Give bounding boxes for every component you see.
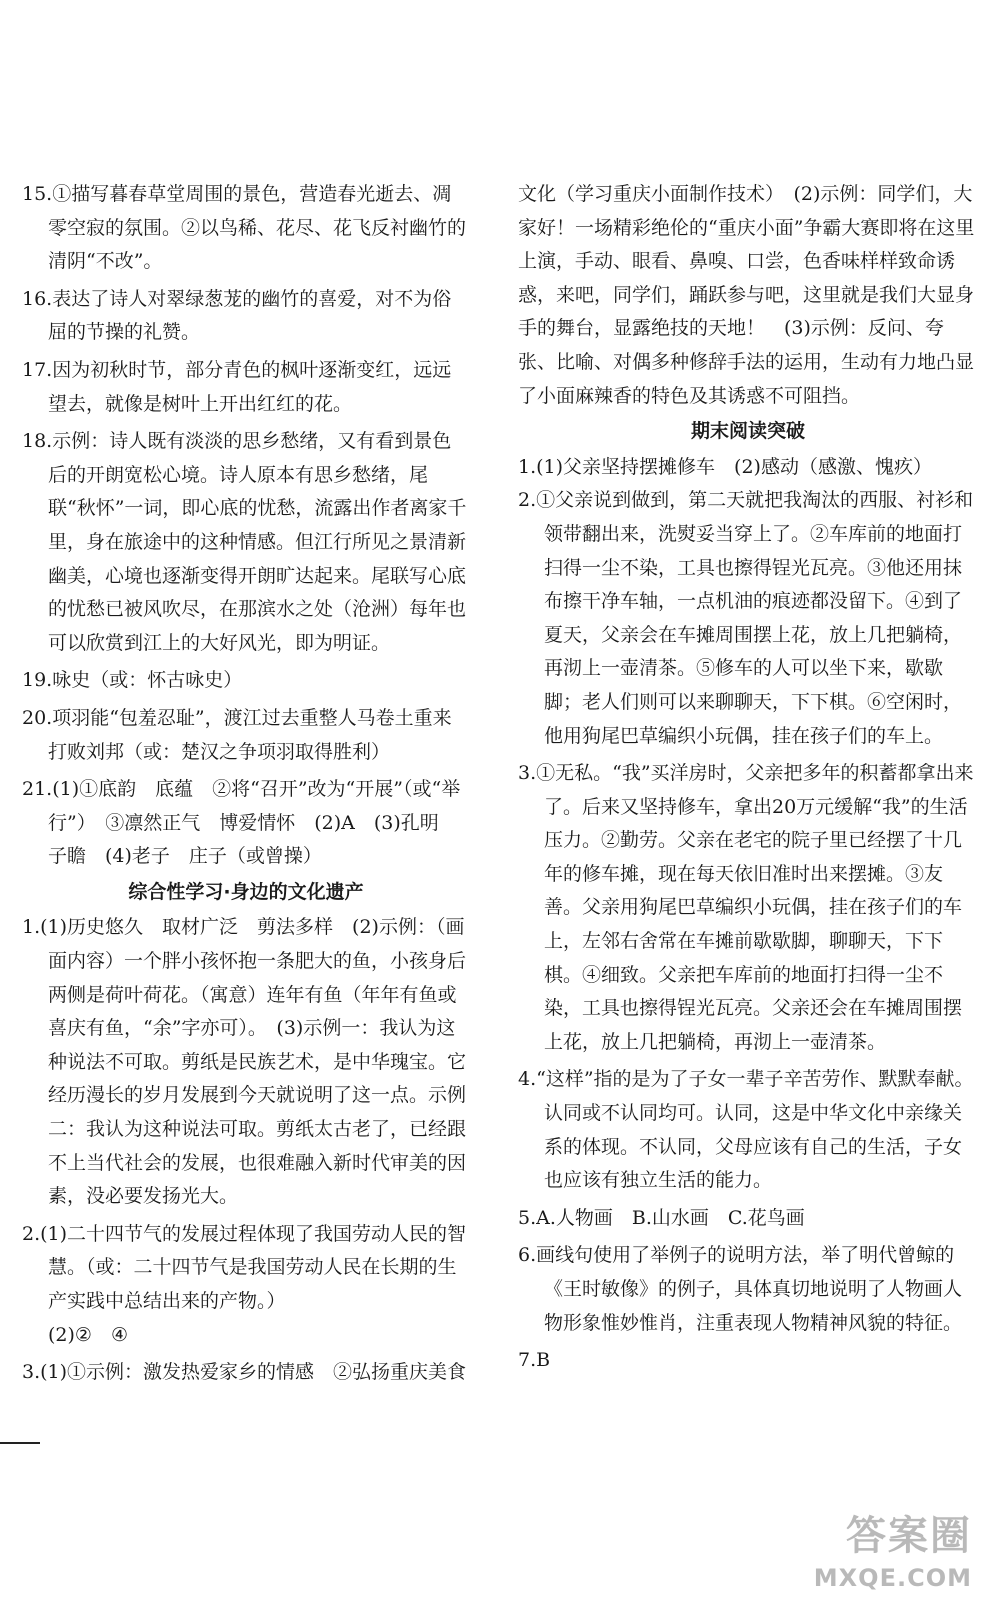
reading-answer-6: 6.画线句使用了举例子的说明方法，举了明代曾鲸的《王时敏像》的例子，具体真切地说明了人物画人物形象惟妙惟肖，注重表现人物精神风貌的特征。: [518, 1244, 963, 1334]
section-title-final-reading: 期末阅读突破: [690, 420, 805, 443]
reading-answer-3: 3.①无私。“我”买洋房时，父亲把多年的积蓄都拿出来了。后来又坚持修车，拿出20万元缓解“我”的生活压力。②勤劳。父亲在老宅的院子里已经摆了十几年的修车摊，现在每天依旧准时出来摆摊。③友善。父亲用狗尾巴草编织小玩偶，挂在孩子们的车上，左邻右舍常在车摊前歇歇脚，聊聊天，下下棋。④细致。父亲把车库前的地面打扫得一尘不染，工具也擦得锃光瓦亮。父亲还会在车摊周围摆上花，放上几把躺椅，再沏上一壶清茶。: [518, 762, 974, 1053]
watermark-bottom-text: MXQE.COM: [813, 1564, 972, 1592]
reading-answer-4: 4.“这样”指的是为了子女一辈子辛苦劳作、默默奉献。认同或不认同均可。认同，这是中华文化中亲缘关系的体现。不认同，父母应该有自己的生活，子女也应该有独立生活的能力。: [518, 1068, 974, 1192]
answer-18: 18.示例：诗人既有淡淡的思乡愁绪，又有看到景色后的开朗宽松心境。诗人原本有思乡愁绪，尾联“秋怀”一词，即心底的忧愁，流露出作者离家千里，身在旅途中的这种情感。但江行所见之景清新幽美，心境也逐渐变得开朗旷达起来。尾联写心底的忧愁已被风吹尽，在那滨水之处（沧洲）每年也可以欣赏到江上的大好风光，即为明证。: [22, 430, 467, 654]
reading-answer-1: 1.(1)父亲坚持摆摊修车 (2)感动（感激、愧疚）: [518, 455, 932, 478]
watermark-logo: [792, 1504, 982, 1592]
reading-answer-5: 5.A.人物画 B.山水画 C.花鸟画: [518, 1206, 805, 1229]
answer-15: 15.①描写暮春草堂周围的景色，营造春光逝去、凋零空寂的氛围。②以鸟稀、花尽、花飞反衬幽竹的清阴“不改”。: [22, 183, 467, 273]
heritage-answer-1: 1.(1)历史悠久 取材广泛 剪法多样 (2)示例：（画面内容）一个胖小孩怀抱一条肥大的鱼，小孩身后两侧是荷叶荷花。（寓意）连年有鱼（年年有鱼或喜庆有鱼，“余”字亦可）。 (3)示例一：我认为这种说法不可取。剪纸是民族艺术，是中华瑰宝。它经历漫长的岁月发展到今天就说明了这一点。示例二：我认为这种说法可取。剪纸太古老了，已经跟不上当代社会的发展，也很难融入新时代审美的因素，没必要发扬光大。: [22, 916, 467, 1208]
reading-answer-7: 7.B: [518, 1349, 551, 1372]
reading-answer-2: 2.①父亲说到做到，第二天就把我淘汰的西服、衬衫和领带翻出来，洗熨妥当穿上了。②车库前的地面打扫得一尘不染，工具也擦得锃光瓦亮。③他还用抹布擦干净车轴，一点机油的痕迹都没留下。④到了夏天，父亲会在车摊周围摆上花，放上几把躺椅，再沏上一壶清茶。⑤修车的人可以坐下来，歇歇脚；老人们则可以来聊聊天，下下棋。⑥空闲时，他用狗尾巴草编织小玩偶，挂在孩子们的车上。: [518, 489, 974, 747]
answer-20: 20.项羽能“包羞忍耻”，渡江过去重整人马卷土重来打败刘邦（或：楚汉之争项羽取得胜利）: [22, 706, 452, 763]
right-column: [518, 178, 978, 1378]
answer-19: 19.咏史（或：怀古咏史）: [22, 669, 243, 692]
left-column: [22, 178, 470, 1390]
answer-16: 16.表达了诗人对翠绿葱茏的幽竹的喜爱，对不为俗屈的节操的礼赞。: [22, 287, 452, 344]
heritage-answer-2: 2.(1)二十四节气的发展过程体现了我国劳动人民的智慧。（或：二十四节气是我国劳动人民在长期的生产实践中总结出来的产物。）: [22, 1222, 467, 1312]
section-title-cultural-heritage: 综合性学习·身边的文化遗产: [128, 880, 364, 903]
heritage-answer-3-continued: 文化（学习重庆小面制作技术） (2)示例：同学们，大家好！一场精彩绝伦的“重庆小面”争霸大赛即将在这里上演，手动、眼看、鼻嗅、口尝，色香味样样致命诱惑，来吧，同学们，踊跃参与吧，这里就是我们大显身手的舞台，显露绝技的天地！ (3)示例：反问、夸张、比喻、对偶多种修辞手法的运用，生动有力地凸显了小面麻辣香的特色及其诱惑不可阻挡。: [518, 183, 975, 407]
heritage-answer-2-part2: (2)② ④: [48, 1323, 128, 1346]
watermark-top-text: 答案圈: [846, 1513, 972, 1559]
heritage-answer-3: 3.(1)①示例：激发热爱家乡的情感 ②弘扬重庆美食: [22, 1361, 467, 1384]
answer-17: 17.因为初秋时节，部分青色的枫叶逐渐变红，远远望去，就像是树叶上开出红红的花。: [22, 358, 452, 415]
page-footer-rule: [0, 1442, 40, 1444]
answer-21: 21.(1)①底韵 底蕴 ②将“召开”改为“开展”（或“举行”） ③凛然正气 博爱情怀 (2)A (3)孔明 子瞻 (4)老子 庄子（或曾操）: [22, 778, 461, 868]
